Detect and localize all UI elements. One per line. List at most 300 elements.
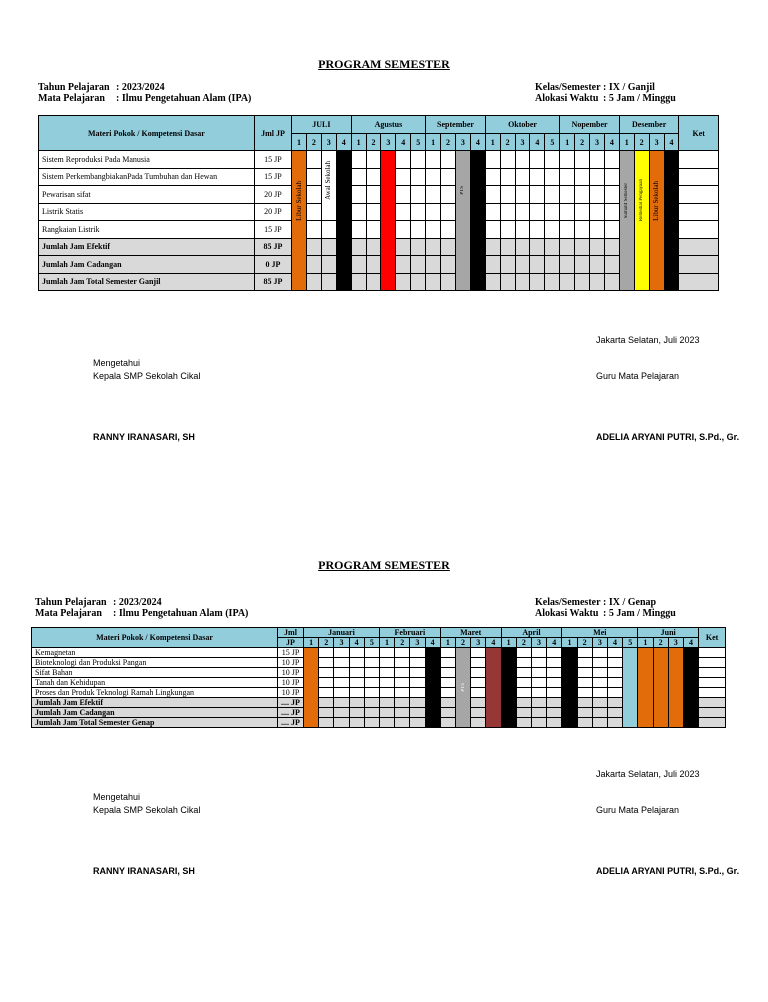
week-cell <box>395 658 410 668</box>
mapel-value: : Ilmu Pengetahuan Alam (IPA) <box>113 608 249 619</box>
week-cell <box>441 168 456 186</box>
week-cell <box>306 273 321 291</box>
week-cell <box>577 668 592 678</box>
week-number: 4 <box>425 638 440 648</box>
summary-row <box>32 718 726 728</box>
alokasi-label: Alokasi Waktu <box>535 93 599 104</box>
sem2-meta-left <box>35 597 248 619</box>
week-cell <box>500 168 515 186</box>
col-materi: Materi Pokok / Kompetensi Dasar <box>32 628 278 648</box>
materi-cell: Sifat Bahan <box>32 668 278 678</box>
week-cell <box>545 256 560 274</box>
week-number: 1 <box>501 638 516 648</box>
schedule-note: Libur Sekolah <box>652 180 661 221</box>
week-number: 1 <box>351 134 366 151</box>
jp-cell: 10 JP <box>278 688 304 698</box>
week-number: 1 <box>379 638 394 648</box>
week-cell <box>395 648 410 658</box>
week-cell <box>590 151 605 169</box>
week-cell <box>364 688 379 698</box>
week-cell <box>547 708 562 718</box>
week-number: 3 <box>531 638 546 648</box>
week-cell <box>560 151 575 169</box>
schedule-bar <box>562 648 577 728</box>
jp-cell: 20 JP <box>254 186 291 204</box>
week-cell <box>545 151 560 169</box>
jp-cell: 15 JP <box>254 151 291 169</box>
week-cell <box>577 698 592 708</box>
week-cell <box>516 708 531 718</box>
sem1-meta-right <box>535 82 676 104</box>
week-cell <box>516 718 531 728</box>
week-cell <box>500 221 515 239</box>
week-cell <box>560 256 575 274</box>
ket-cell <box>679 273 719 291</box>
week-cell <box>485 273 500 291</box>
week-number: 2 <box>653 638 668 648</box>
week-cell <box>396 273 411 291</box>
ket-cell <box>699 658 726 668</box>
tahun-label: Tahun Pelajaran <box>38 82 110 93</box>
note-wrap <box>620 151 634 291</box>
week-cell <box>410 698 425 708</box>
week-cell <box>560 221 575 239</box>
week-cell <box>607 708 622 718</box>
week-cell <box>590 203 605 221</box>
schedule-note: Libur Sekolah <box>294 180 303 221</box>
sem1-place-date: Jakarta Selatan, Juli 2023 <box>596 335 700 345</box>
month-header: Oktober <box>485 116 560 134</box>
week-cell <box>426 256 441 274</box>
week-cell <box>395 718 410 728</box>
week-cell <box>485 203 500 221</box>
sem2-guru-name: ADELIA ARYANI PUTRI, S.Pd., Gr. <box>596 866 740 876</box>
week-cell <box>410 668 425 678</box>
week-number: 2 <box>577 638 592 648</box>
week-number: 2 <box>575 134 590 151</box>
week-cell <box>577 678 592 688</box>
week-cell <box>334 698 349 708</box>
materi-cell: Jumlah Jam Cadangan <box>32 708 278 718</box>
week-cell <box>500 273 515 291</box>
week-number: 2 <box>366 134 381 151</box>
week-cell <box>379 658 394 668</box>
week-cell <box>426 273 441 291</box>
week-number: 5 <box>364 638 379 648</box>
week-cell <box>411 273 426 291</box>
week-cell <box>319 718 334 728</box>
note-wrap <box>650 151 664 291</box>
note-wrap <box>456 151 470 291</box>
week-cell <box>604 203 619 221</box>
week-cell <box>364 658 379 668</box>
week-cell <box>426 221 441 239</box>
materi-cell: Jumlah Jam Efektif <box>39 238 255 256</box>
week-cell <box>426 186 441 204</box>
sem1-guru-name: ADELIA ARYANI PUTRI, S.Pd., Gr. <box>596 432 740 442</box>
week-cell <box>349 718 364 728</box>
week-cell <box>411 256 426 274</box>
week-cell <box>334 648 349 658</box>
week-number: 3 <box>381 134 396 151</box>
week-cell <box>471 688 486 698</box>
week-cell <box>531 678 546 688</box>
jp-cell: .... JP <box>278 718 304 728</box>
week-cell <box>319 688 334 698</box>
week-cell <box>592 648 607 658</box>
week-cell <box>306 238 321 256</box>
week-number: 4 <box>607 638 622 648</box>
schedule-bar <box>292 151 307 291</box>
table-row <box>39 203 719 221</box>
week-cell <box>590 186 605 204</box>
week-cell <box>531 668 546 678</box>
week-cell <box>607 688 622 698</box>
week-cell <box>530 273 545 291</box>
month-header: Juni <box>638 628 699 638</box>
table-row <box>32 648 726 658</box>
week-cell <box>364 718 379 728</box>
materi-cell: Jumlah Jam Efektif <box>32 698 278 708</box>
week-cell <box>395 698 410 708</box>
week-cell <box>604 186 619 204</box>
jp-cell: 10 JP <box>278 678 304 688</box>
week-number: 2 <box>441 134 456 151</box>
week-cell <box>560 168 575 186</box>
week-cell <box>500 186 515 204</box>
week-cell <box>590 273 605 291</box>
week-cell <box>515 168 530 186</box>
ket-cell <box>699 708 726 718</box>
sem1-title: PROGRAM SEMESTER <box>318 57 450 71</box>
week-cell <box>592 688 607 698</box>
week-cell <box>351 256 366 274</box>
week-cell <box>349 658 364 668</box>
week-cell <box>364 678 379 688</box>
week-cell <box>306 221 321 239</box>
week-cell <box>379 688 394 698</box>
week-cell <box>306 256 321 274</box>
week-number: 4 <box>336 134 351 151</box>
col-jp: JP <box>278 638 304 648</box>
week-cell <box>604 256 619 274</box>
schedule-note: PTS <box>460 186 466 195</box>
week-cell <box>364 648 379 658</box>
week-cell <box>515 186 530 204</box>
week-number: 3 <box>455 134 470 151</box>
week-cell <box>349 648 364 658</box>
week-cell <box>351 151 366 169</box>
week-number: 2 <box>500 134 515 151</box>
week-number: 1 <box>562 638 577 648</box>
week-cell <box>590 238 605 256</box>
week-cell <box>440 678 455 688</box>
week-cell <box>547 658 562 668</box>
ket-cell <box>679 238 719 256</box>
ket-cell <box>679 168 719 186</box>
week-number: 2 <box>319 638 334 648</box>
week-cell <box>516 688 531 698</box>
week-cell <box>364 668 379 678</box>
week-cell <box>545 168 560 186</box>
week-number: 3 <box>515 134 530 151</box>
week-cell <box>607 658 622 668</box>
week-cell <box>426 151 441 169</box>
week-number: 3 <box>410 638 425 648</box>
week-cell <box>500 151 515 169</box>
week-cell <box>411 203 426 221</box>
week-cell <box>440 648 455 658</box>
week-cell <box>531 648 546 658</box>
schedule-bar <box>486 648 501 728</box>
schedule-note: Awal Sekolah <box>324 161 333 200</box>
week-cell <box>395 678 410 688</box>
month-header: JULI <box>292 116 352 134</box>
week-cell <box>604 273 619 291</box>
schedule-bar <box>668 648 683 728</box>
sem2-meta-right <box>535 597 676 619</box>
col-materi: Materi Pokok / Kompetensi Dasar <box>39 116 255 151</box>
week-cell <box>396 238 411 256</box>
week-cell <box>607 678 622 688</box>
week-number: 4 <box>349 638 364 648</box>
week-number: 3 <box>592 638 607 648</box>
week-cell <box>396 221 411 239</box>
week-cell <box>351 221 366 239</box>
kelas-value: : IX / Ganjil <box>603 82 655 93</box>
jp-cell: .... JP <box>278 708 304 718</box>
week-cell <box>395 708 410 718</box>
note-wrap <box>292 151 306 291</box>
week-cell <box>516 648 531 658</box>
week-number: 4 <box>683 638 698 648</box>
week-cell <box>500 203 515 221</box>
week-cell <box>351 238 366 256</box>
week-cell <box>321 221 336 239</box>
schedule-bar <box>623 648 638 728</box>
week-cell <box>364 698 379 708</box>
week-cell <box>592 698 607 708</box>
week-cell <box>545 186 560 204</box>
week-number: 4 <box>547 638 562 648</box>
week-number: 1 <box>560 134 575 151</box>
month-header: Maret <box>440 628 501 638</box>
week-number: 4 <box>396 134 411 151</box>
jp-cell: 0 JP <box>254 256 291 274</box>
week-cell <box>485 256 500 274</box>
week-cell <box>306 151 321 169</box>
month-header: Nopember <box>560 116 620 134</box>
week-cell <box>515 203 530 221</box>
materi-cell: Bioteknologi dan Produksi Pangan <box>32 658 278 668</box>
jp-cell: 85 JP <box>254 273 291 291</box>
week-cell <box>471 708 486 718</box>
week-cell <box>411 186 426 204</box>
alokasi-value: : 5 Jam / Minggu <box>603 608 676 619</box>
week-number: 1 <box>440 638 455 648</box>
week-cell <box>379 708 394 718</box>
week-cell <box>547 668 562 678</box>
week-cell <box>396 256 411 274</box>
week-cell <box>321 151 336 221</box>
week-cell <box>334 658 349 668</box>
summary-row <box>39 273 719 291</box>
month-header: April <box>501 628 562 638</box>
sem1-kepala-name: RANNY IRANASARI, SH <box>93 432 195 442</box>
week-cell <box>485 186 500 204</box>
week-cell <box>411 221 426 239</box>
week-cell <box>441 221 456 239</box>
week-cell <box>440 658 455 668</box>
schedule-note: Remedial Pengayaan <box>639 179 645 222</box>
week-cell <box>319 648 334 658</box>
week-number: 4 <box>604 134 619 151</box>
week-cell <box>575 186 590 204</box>
week-cell <box>607 668 622 678</box>
week-cell <box>471 668 486 678</box>
summary-row <box>32 708 726 718</box>
mapel-label: Mata Pelajaran <box>35 608 102 619</box>
mapel-value: : Ilmu Pengetahuan Alam (IPA) <box>116 93 252 104</box>
week-cell <box>366 273 381 291</box>
week-cell <box>395 668 410 678</box>
week-cell <box>379 678 394 688</box>
week-cell <box>531 708 546 718</box>
materi-cell: Listrik Statis <box>39 203 255 221</box>
week-cell <box>575 221 590 239</box>
month-header: Agustus <box>351 116 426 134</box>
table-row <box>39 168 719 186</box>
col-jml: Jml <box>278 628 304 638</box>
week-cell <box>471 718 486 728</box>
week-cell <box>349 668 364 678</box>
schedule-bar <box>381 151 396 291</box>
schedule-bar <box>664 151 679 291</box>
month-header: Februari <box>379 628 440 638</box>
week-number: 2 <box>455 638 470 648</box>
week-cell <box>515 273 530 291</box>
sem1-kepala: Kepala SMP Sekolah Cikal <box>93 371 201 381</box>
week-cell <box>334 708 349 718</box>
summary-row <box>32 698 726 708</box>
week-cell <box>349 698 364 708</box>
week-cell <box>516 668 531 678</box>
week-cell <box>349 688 364 698</box>
week-cell <box>577 718 592 728</box>
schedule-bar <box>501 648 516 728</box>
week-cell <box>319 668 334 678</box>
note-wrap <box>322 151 336 221</box>
week-cell <box>366 168 381 186</box>
week-cell <box>604 221 619 239</box>
week-cell <box>516 658 531 668</box>
week-cell <box>441 238 456 256</box>
materi-cell: Jumlah Jam Cadangan <box>39 256 255 274</box>
tahun-label: Tahun Pelajaran <box>35 597 107 608</box>
week-cell <box>500 238 515 256</box>
ket-cell <box>699 718 726 728</box>
week-cell <box>530 203 545 221</box>
week-cell <box>426 238 441 256</box>
week-cell <box>575 273 590 291</box>
week-cell <box>485 168 500 186</box>
week-cell <box>379 648 394 658</box>
week-cell <box>441 256 456 274</box>
week-cell <box>500 256 515 274</box>
week-number: 4 <box>486 638 501 648</box>
week-number: 1 <box>485 134 500 151</box>
week-cell <box>410 688 425 698</box>
jp-cell: 15 JP <box>254 221 291 239</box>
week-cell <box>560 186 575 204</box>
table-row <box>39 186 719 204</box>
schedule-bar <box>425 648 440 728</box>
ket-cell <box>699 678 726 688</box>
week-number: 3 <box>590 134 605 151</box>
week-cell <box>545 273 560 291</box>
tahun-value: : 2023/2024 <box>116 82 165 93</box>
jp-cell: 85 JP <box>254 238 291 256</box>
week-cell <box>411 151 426 169</box>
jp-cell: .... JP <box>278 698 304 708</box>
jp-cell: 20 JP <box>254 203 291 221</box>
week-cell <box>607 698 622 708</box>
col-jml: Jml JP <box>254 116 291 151</box>
kelas-label: Kelas/Semester <box>535 82 601 93</box>
week-cell <box>604 238 619 256</box>
alokasi-label: Alokasi Waktu <box>535 608 599 619</box>
week-cell <box>426 203 441 221</box>
month-header: Mei <box>562 628 638 638</box>
week-cell <box>592 708 607 718</box>
schedule-bar <box>683 648 698 728</box>
week-cell <box>306 168 321 186</box>
week-cell <box>590 168 605 186</box>
week-cell <box>440 688 455 698</box>
materi-cell: Pewarisan sifat <box>39 186 255 204</box>
schedule-bar <box>304 648 319 728</box>
kelas-value: : IX / Genap <box>603 597 657 608</box>
week-cell <box>485 238 500 256</box>
week-cell <box>515 238 530 256</box>
summary-row <box>39 238 719 256</box>
week-number: 2 <box>516 638 531 648</box>
week-cell <box>411 238 426 256</box>
week-cell <box>366 256 381 274</box>
week-number: 5 <box>411 134 426 151</box>
week-cell <box>440 708 455 718</box>
sem2-schedule-table <box>31 627 726 728</box>
week-cell <box>590 221 605 239</box>
week-cell <box>485 151 500 169</box>
schedule-note: Sumatif Semester <box>624 182 630 219</box>
week-cell <box>440 718 455 728</box>
week-number: 2 <box>634 134 649 151</box>
week-cell <box>441 273 456 291</box>
week-number: 3 <box>471 638 486 648</box>
materi-cell: Jumlah Jam Total Semester Ganjil <box>39 273 255 291</box>
week-cell <box>351 168 366 186</box>
week-number: 3 <box>649 134 664 151</box>
ket-cell <box>699 648 726 658</box>
week-cell <box>471 648 486 658</box>
week-cell <box>426 168 441 186</box>
ket-cell <box>679 186 719 204</box>
materi-cell: Rangkaian Listrik <box>39 221 255 239</box>
week-cell <box>366 238 381 256</box>
week-cell <box>560 238 575 256</box>
week-cell <box>306 186 321 204</box>
